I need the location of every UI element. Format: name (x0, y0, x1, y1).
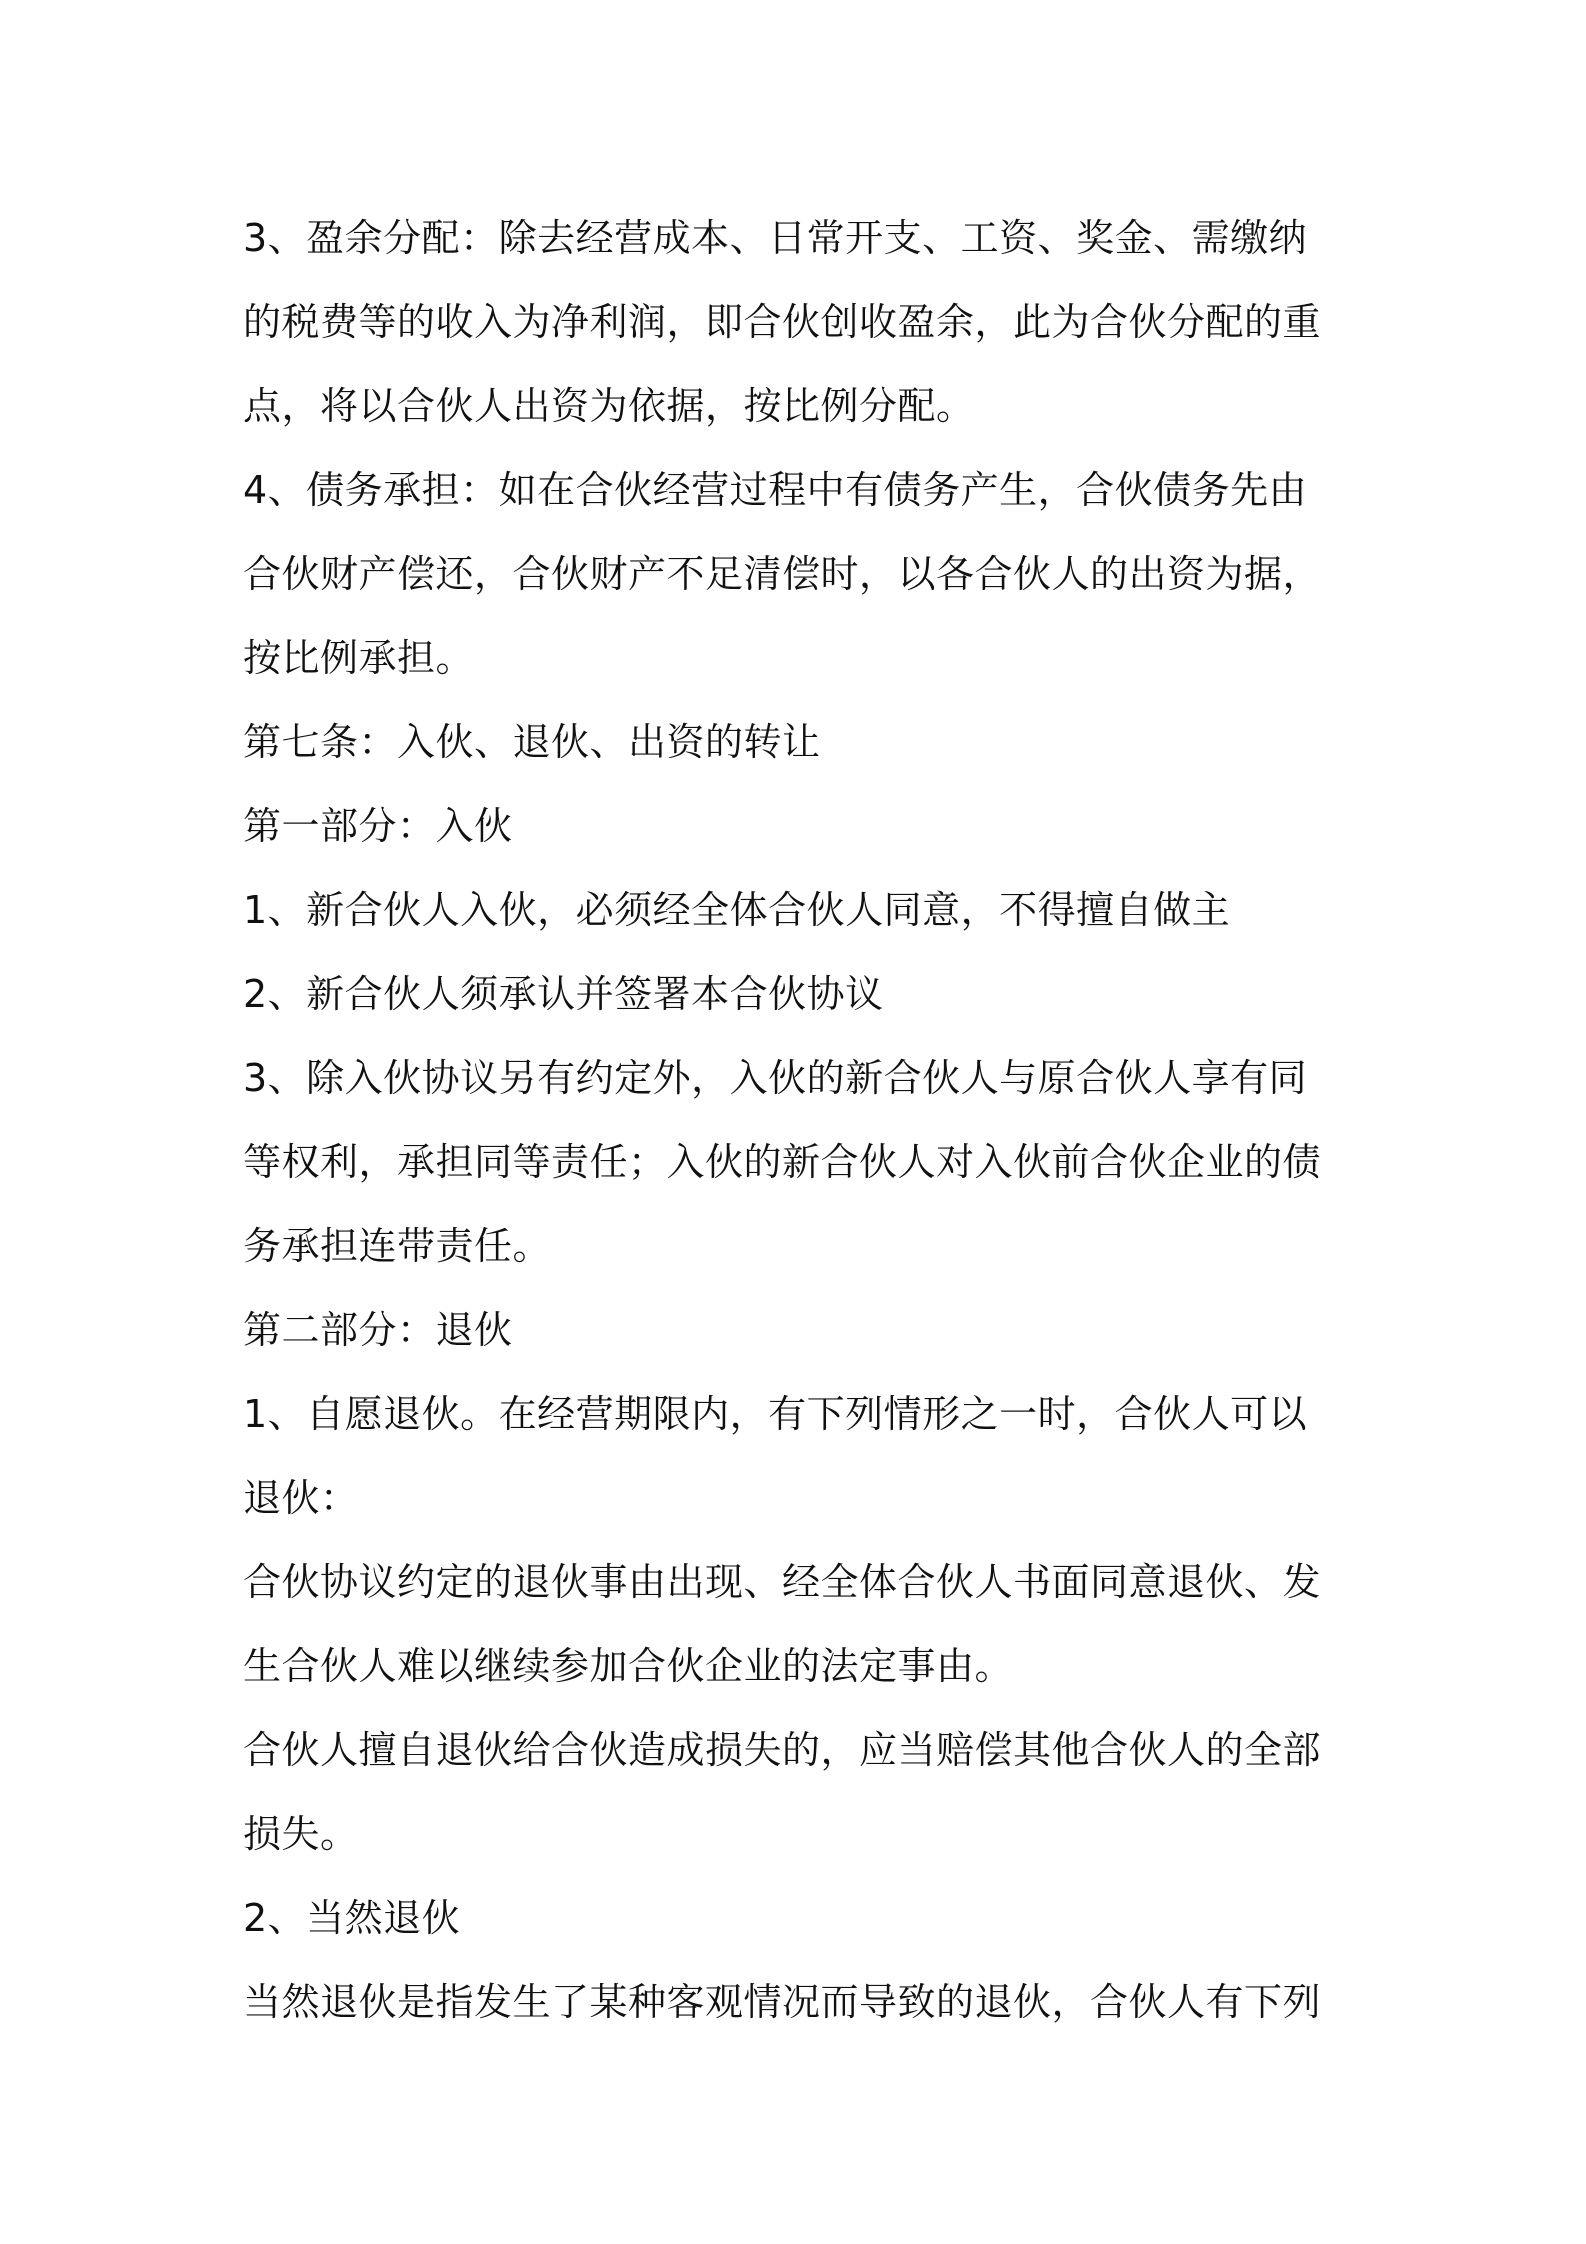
text-line: 的税费等的收入为净利润，即合伙创收盈余，此为合伙分配的重 (243, 300, 1322, 344)
text-line: 合伙人擅自退伙给合伙造成损失的，应当赔偿其他合伙人的全部 (243, 1728, 1322, 1772)
text-line: 合伙财产偿还，合伙财产不足清偿时，以各合伙人的出资为据， (243, 552, 1322, 596)
subsection-heading: 第一部分：入伙 (243, 804, 513, 848)
document-body (243, 196, 1363, 2044)
text-line: 2、新合伙人须承认并签署本合伙协议 (243, 972, 884, 1016)
text-line: 1、自愿退伙。在经营期限内，有下列情形之一时，合伙人可以 (243, 1392, 1308, 1436)
text-line: 务承担连带责任。 (243, 1224, 552, 1268)
text-line: 4、债务承担：如在合伙经营过程中有债务产生，合伙债务先由 (243, 468, 1308, 512)
text-line: 等权利，承担同等责任；入伙的新合伙人对入伙前合伙企业的债 (243, 1140, 1322, 1184)
text-line: 损失。 (243, 1812, 359, 1856)
text-line: 合伙协议约定的退伙事由出现、经全体合伙人书面同意退伙、发 (243, 1560, 1322, 1604)
text-line: 3、盈余分配：除去经营成本、日常开支、工资、奖金、需缴纳 (243, 216, 1308, 260)
subsection-heading: 第二部分：退伙 (243, 1308, 513, 1352)
text-line: 生合伙人难以继续参加合伙企业的法定事由。 (243, 1644, 1014, 1688)
text-line: 1、新合伙人入伙，必须经全体合伙人同意，不得擅自做主 (243, 888, 1231, 932)
text-line: 3、除入伙协议另有约定外，入伙的新合伙人与原合伙人享有同 (243, 1056, 1308, 1100)
text-line: 按比例承担。 (243, 636, 475, 680)
text-line: 当然退伙是指发生了某种客观情况而导致的退伙，合伙人有下列 (243, 1980, 1322, 2024)
text-line: 退伙： (243, 1476, 359, 1520)
text-line: 2、当然退伙 (243, 1896, 461, 1940)
section-heading: 第七条：入伙、退伙、出资的转让 (243, 720, 821, 764)
text-line: 点，将以合伙人出资为依据，按比例分配。 (243, 384, 975, 428)
